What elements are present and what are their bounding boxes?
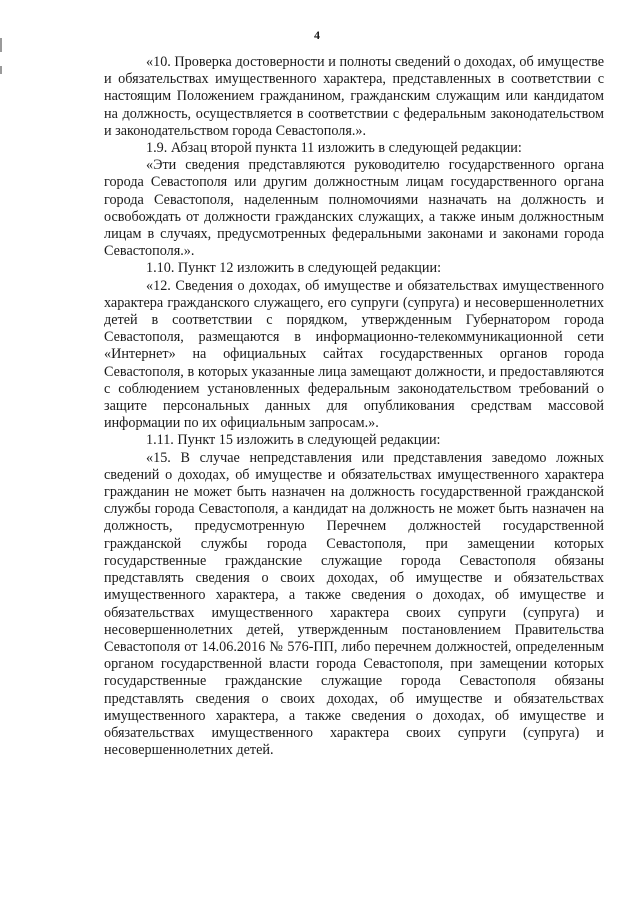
scan-edge-mark — [0, 66, 2, 74]
paragraph-item-11-quote: «Эти сведения представляются руководителю государственного органа города Севастополя или другим должностным лицам государственного органа города Севастополя, наделенным полномочиями назначать на должность и освобождать от должности гражданских служащих, а также иным должностным лицам в случаях, предусмотренных федеральными законами и законами города Севастополя.». — [104, 157, 604, 260]
paragraph-1-9-heading: 1.9. Абзац второй пункта 11 изложить в следующей редакции: — [146, 140, 522, 157]
paragraph-item-15-quote: «15. В случае непредставления или представления заведомо ложных сведений о доходах, об имуществе и обязательствах имущественного характера гражданин не может быть назначен на должность государственной гражданской службы города Севастополя, а кандидат на должность не может быть назначен на должность, предусмотренную Перечнем должностей государственной гражданской службы города Севастополя, при замещении которых государственные гражданские служащие города Севастополя обязаны представлять сведения о своих доходах, об имуществе и обязательствах имущественного характера, а также сведения о доходах, об имуществе и обязательствах имущественного характера своих супруги (супруга) и несовершеннолетних детей, утвержденным постановлением Правительства Севастополя от 14.06.2016 № 576-ПП, либо перечнем должностей, определенным органом государственной власти города Севастополя, при замещении которых государственные гражданские служащие города Севастополя обязаны представлять сведения о своих доходах, об имуществе и обязательствах имущественного характера, а также сведения о доходах, об имуществе и обязательствах имущественного характера своих супруги (супруга) и несовершеннолетних детей. — [104, 449, 604, 759]
page-number: 4 — [314, 28, 320, 42]
paragraph-item-10-quote: «10. Проверка достоверности и полноты сведений о доходах, об имуществе и обязательствах имущественного характера, представленных в соответствии с настоящим Положением гражданином, гражданским служащим или кандидатом на должность, осуществляется в соответствии с федеральным законодательством и законодательством города Севастополя.». — [104, 54, 604, 139]
paragraph-1-11-heading: 1.11. Пункт 15 изложить в следующей редакции: — [146, 432, 441, 449]
paragraph-1-10-heading: 1.10. Пункт 12 изложить в следующей редакции: — [146, 260, 442, 277]
document-body — [104, 54, 604, 759]
paragraph-item-12-quote: «12. Сведения о доходах, об имуществе и обязательствах имущественного характера гражданского служащего, его супруги (супруга) и несовершеннолетних детей в соответствии с порядком, утвержденным Губернатором города Севастополя, размещаются в информационно-телекоммуникационной сети «Интернет» на официальных сайтах государственных органов города Севастополя, в которых указанные лица замещают должности, и предоставляются с соблюдением установленных федеральным законодательством требований о защите персональных данных для опубликования средствам массовой информации по их официальным запросам.». — [104, 277, 604, 432]
